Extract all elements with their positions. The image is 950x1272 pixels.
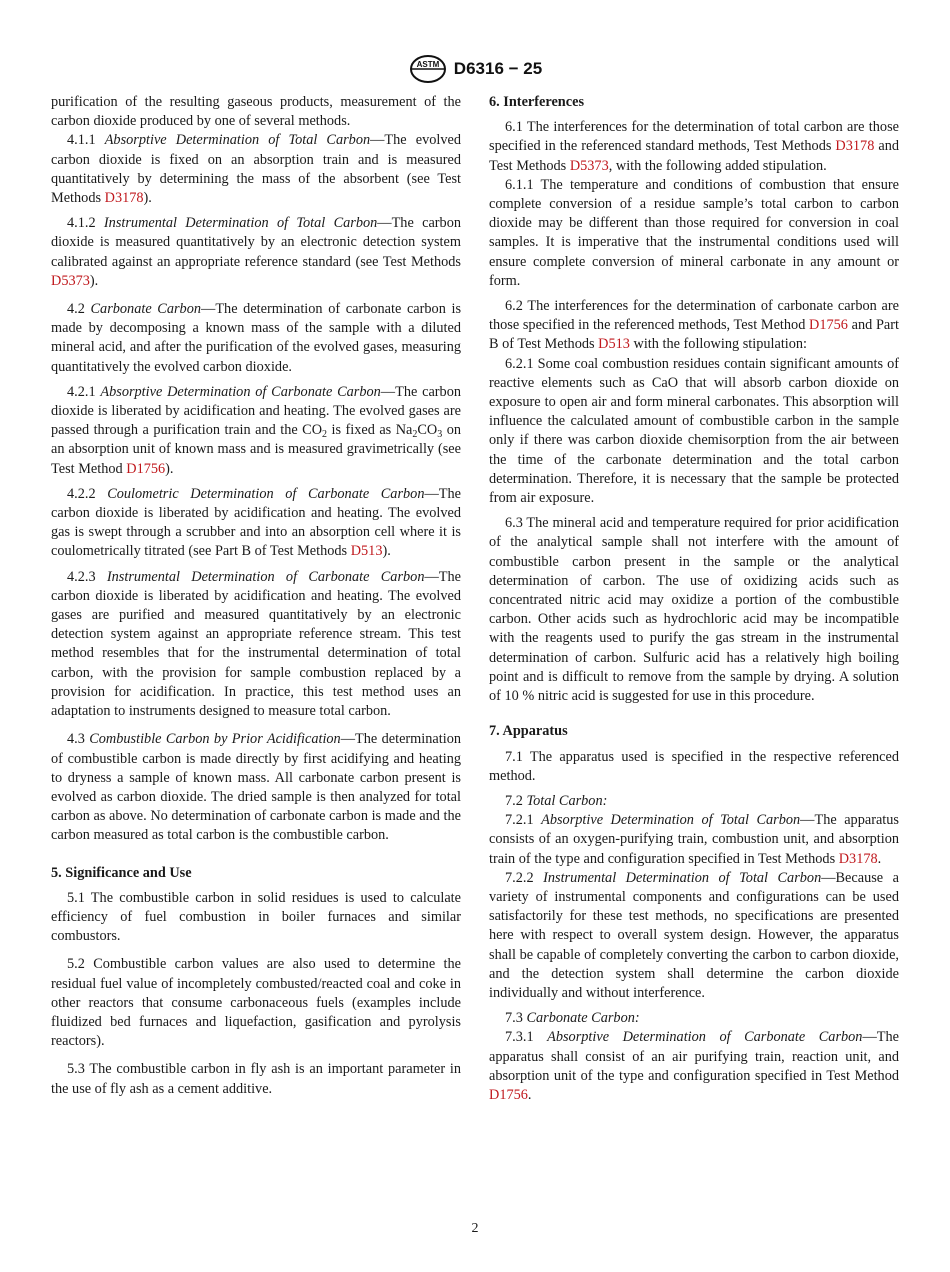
ref-link-d3178[interactable]: D3178 (104, 190, 144, 207)
paragraph-6-1: 6.1 The interferences for the determination of total carbon are those specified in the referenced standard methods, Test Methods D3178 and Test Methods D5373, with the following added stipulation. (489, 119, 899, 174)
paragraph-6-3: 6.3 The mineral acid and temperature required for prior acidification of the analytical sample shall not interfere with the amount of combustible carbon present in the sample or the analytical determination of carbon. The use of oxidizing acids such as concentrated nitric acid may oxidize a portion of the combustible carbon. Other acids such as hydrochloric acid may be incompatible with the reagents used to purify the gas stream in the instrumental determination of carbon. Sulfuric acid has a relatively high boiling point and is difficult to remove from the sample by drying. A solution of 10 % nitric acid is suggested for use in this procedure. (489, 515, 899, 705)
paragraph-6-2-1: 6.2.1 Some coal combustion residues contain significant amounts of reactive elements such as CaO that will absorb carbon dioxide on exposure to open air and form mineral carbonates. This absorption will influence the calculated amount of combustible carbon in the sample only if there was carbon dioxide chemisorption from the air between the time of the carbonate determination and the total carbon determination. Therefore, it is necessary that the sample be protected from air exposure. (489, 355, 899, 507)
ref-link-d1756[interactable]: D1756 (489, 1086, 528, 1103)
ref-link-d1756[interactable]: D1756 (809, 317, 848, 334)
left-column (51, 93, 461, 1099)
ref-link-d3178[interactable]: D3178 (838, 850, 878, 867)
paragraph-7-2-1: 7.2.1 Absorptive Determination of Total Carbon—The apparatus consists of an oxygen-purifying train, combustion unit, and absorption train of the type and configuration specified in Test Methods D3178. (489, 812, 899, 867)
page-header (0, 52, 950, 86)
svg-text:ASTM: ASTM (416, 60, 440, 69)
ref-link-d5373[interactable]: D5373 (51, 272, 90, 289)
paragraph-6-1-1: 6.1.1 The temperature and conditions of combustion that ensure complete conversion of a residue sample’s total carbon to carbon dioxide may be different than those required for conversion in coal samples. It is imperative that the instrumental conditions used will ensure complete conversion of mineral carbonate in any amount or form. (489, 176, 899, 289)
section-5-heading: 5. Significance and Use (51, 864, 192, 881)
paragraph-7-3-1: 7.3.1 Absorptive Determination of Carbonate Carbon—The apparatus shall consist of an air purifying train, reaction unit, and absorption unit of the type and configuration specified in Test Method D1756. (489, 1029, 899, 1103)
paragraph-6-2: 6.2 The interferences for the determination of carbonate carbon are those specified in the referenced methods, Test Method D1756 and Part B of Test Methods D513 with the following stipulation: (489, 298, 899, 353)
paragraph-4-1-continued: purification of the resulting gaseous products, measurement of the carbon dioxide produced by one of several methods. (51, 94, 461, 130)
ref-link-d513[interactable]: D513 (350, 543, 383, 560)
paragraph-4-2-1: 4.2.1 Absorptive Determination of Carbonate Carbon—The carbon dioxide is liberated by acidification and heating. The evolved gases are passed through a purification train and the $CO_2$ is fixed as $Na_2CO_3$ on an absorption unit of known mass and is measured gravimetrically (see Test Method D1756). (51, 383, 462, 477)
paragraph-4-1-1: 4.1.1 Absorptive Determination of Total Carbon—The evolved carbon dioxide is fixed on an absorption train and is measured quantitatively by determining the mass of the absorbent (see Test Methods D3178). (51, 132, 462, 207)
paragraph-5-3: 5.3 The combustible carbon in fly ash is an important parameter in the use of fly ash as a cement additive. (51, 1061, 461, 1097)
paragraph-7-3: 7.3 Carbonate Carbon: (505, 1010, 640, 1027)
standard-designation: D6316 − 25 (453, 59, 543, 78)
paragraph-7-2: 7.2 Total Carbon: (505, 792, 608, 809)
section-6-heading: 6. Interferences (489, 94, 585, 110)
right-column (489, 93, 899, 1105)
paragraph-4-1-2: 4.1.2 Instrumental Determination of Total Carbon—The carbon dioxide is measured quantitatively by an electronic detection system calibrated against an appropriate reference standard (see Test Methods D5373). (51, 215, 462, 289)
section-7-heading: 7. Apparatus (489, 723, 568, 740)
paragraph-4-2-3: 4.2.3 Instrumental Determination of Carbonate Carbon—The carbon dioxide is liberated by acidification and heating. The evolved gases are purified and measured quantitatively by an electronic detection system against an appropriate reference stream. This test method resembles that for the instrumental determination of total carbon, with the provision for sample combustion replaced by a provision for acidification. In practice, this test method uses an adaptation to instruments designed to measure total carbon. (51, 568, 461, 720)
paragraph-4-3: 4.3 Combustible Carbon by Prior Acidification—The determination of combustible carbon is made directly by first acidifying and heating to dryness a sample of known mass. All carbonate carbon present is evolved as carbon dioxide. The dried sample is then analyzed for total carbon as above. No determination of carbonate carbon is made and the carbon measured as total carbon is the combustible carbon. (51, 731, 462, 844)
paragraph-7-1: 7.1 The apparatus used is specified in the respective referenced method. (489, 748, 899, 784)
ref-link-d3178[interactable]: D3178 (835, 138, 875, 155)
paragraph-4-2: 4.2 Carbonate Carbon—The determination of carbonate carbon is made by decomposing a known mass of the sample with a diluted mineral acid, and after the purification of the evolved gases, measuring quantitatively the evolved carbon dioxide. (51, 301, 462, 375)
paragraph-7-2-2: 7.2.2 Instrumental Determination of Total Carbon—Because a variety of instrumental components and configurations can be used satisfactorily for these test methods, no specifications are presented here with respect to overall system design. However, the apparatus shall be capable of completely converting the carbon to carbon dioxide, and the detection system shall determine the carbon dioxide individually and without interference. (489, 869, 899, 1001)
paragraph-5-1: 5.1 The combustible carbon in solid residues is used to calculate efficiency of fuel combustion in boiler furnaces and similar combustors. (51, 889, 461, 945)
paragraph-5-2: 5.2 Combustible carbon values are also used to determine the residual fuel value of incompletely combusted/reacted coal and coke in other reactors that consume carbonaceous fuels (examples include fluidized bed furnaces and liquefaction, gasification and pyrolysis reactors). (51, 956, 461, 1050)
astm-logo (408, 53, 448, 85)
page-number: 2 (471, 1221, 479, 1236)
ref-link-d1756[interactable]: D1756 (126, 460, 166, 477)
ref-link-d513[interactable]: D513 (598, 336, 630, 353)
paragraph-4-2-2: 4.2.2 Coulometric Determination of Carbonate Carbon—The carbon dioxide is liberated by acidification and heating. The evolved gas is swept through a scrubber and into an absorption cell where it is coulometrically titrated (see Part B of Test Methods D513). (51, 485, 461, 560)
ref-link-d5373[interactable]: D5373 (569, 157, 609, 174)
